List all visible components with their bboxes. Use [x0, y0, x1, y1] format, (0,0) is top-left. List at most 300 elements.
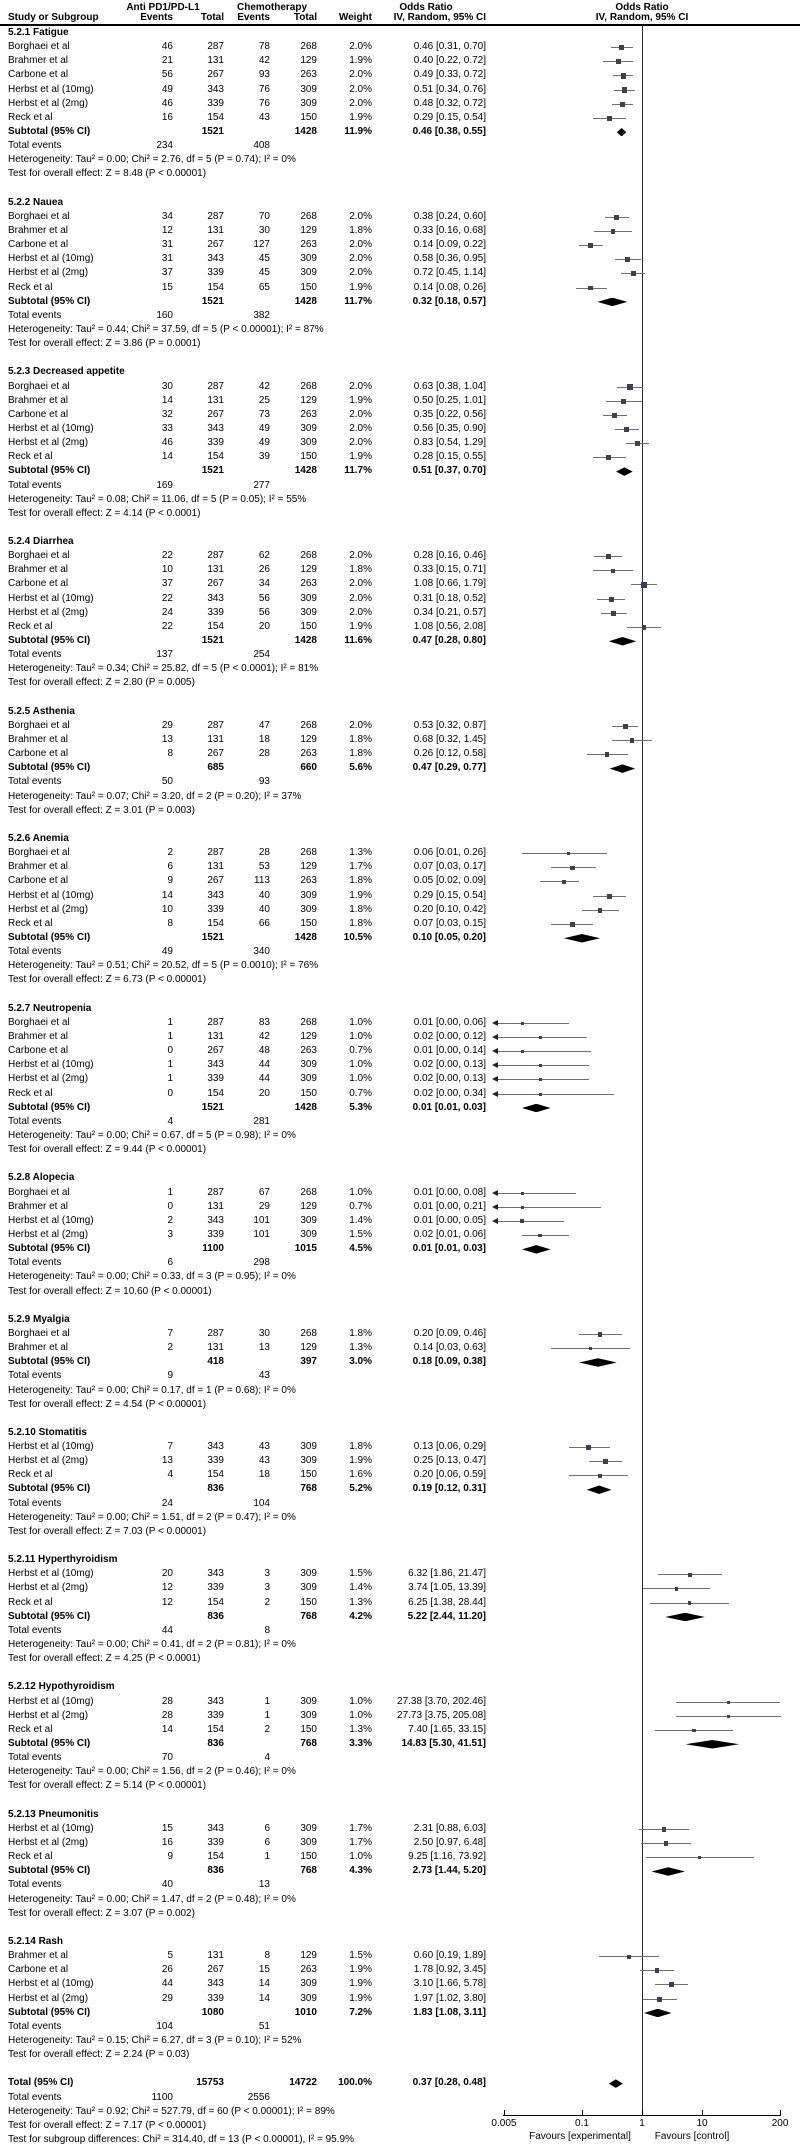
- subgroup-heading: [0, 1553, 800, 1567]
- events-control: 83: [258, 1016, 270, 1028]
- total-experimental: 339: [207, 267, 224, 279]
- events-experimental: 24: [161, 606, 173, 618]
- study-row: [0, 83, 800, 97]
- subtotal-odds-ratio-text: 0.10 [0.05, 0.20]: [412, 932, 486, 943]
- study-name: Brahmer et al: [8, 394, 69, 406]
- overall-effect-row: [0, 2048, 800, 2062]
- study-row: [0, 40, 800, 54]
- study-row: [0, 111, 800, 125]
- total-experimental: 154: [207, 1723, 224, 1735]
- total-control: 309: [300, 437, 317, 449]
- grand-heterogeneity-row: [0, 2105, 800, 2119]
- total-events-row: [0, 648, 800, 662]
- events-experimental: 1: [167, 1059, 173, 1071]
- events-control: 6: [264, 1822, 270, 1834]
- total-control: 309: [300, 1568, 317, 1580]
- subtotal-total-experimental: 1521: [201, 932, 224, 943]
- total-events-label: Total events: [8, 479, 62, 491]
- point-estimate-square: [688, 1601, 691, 1604]
- weight-value: 2.0%: [349, 253, 372, 265]
- heterogeneity-text: Heterogeneity: Tau² = 0.08; Chi² = 11.06, df = 5 (P = 0.05); I² = 55%: [8, 493, 307, 505]
- pooled-estimate-diamond: [617, 128, 627, 137]
- total-control: 309: [300, 1837, 317, 1848]
- subtotal-total-experimental: 685: [207, 762, 224, 774]
- subgroup-heading: [0, 1935, 800, 1949]
- subtotal-odds-ratio-text: 0.47 [0.29, 0.77]: [412, 762, 486, 774]
- study-row: [0, 1468, 800, 1482]
- study-row: [0, 380, 800, 394]
- total-control: 129: [300, 55, 317, 67]
- heterogeneity-text: Heterogeneity: Tau² = 0.00; Chi² = 0.67, df = 5 (P = 0.98); I² = 0%: [8, 1129, 296, 1141]
- events-control: 20: [258, 1087, 270, 1099]
- events-control: 15: [258, 1964, 270, 1976]
- subtotal-row: [0, 2006, 800, 2020]
- subgroup-heading: [0, 535, 800, 549]
- heterogeneity-row: [0, 153, 800, 167]
- events-experimental: 28: [161, 1709, 173, 1721]
- total-control: 150: [300, 1851, 317, 1863]
- events-experimental: 46: [161, 437, 173, 449]
- spacer-row: [0, 1539, 800, 1553]
- point-estimate-square: [609, 597, 614, 602]
- total-events-row: [0, 479, 800, 493]
- weight-value: 0.7%: [349, 1087, 372, 1099]
- spacer-row: [0, 351, 800, 365]
- study-row: [0, 1087, 800, 1101]
- spacer-row: [0, 1921, 800, 1935]
- events-control: 101: [253, 1228, 270, 1240]
- total-events-label: Total events: [8, 1497, 62, 1509]
- odds-ratio-text: 7.40 [1.65, 33.15]: [408, 1723, 486, 1735]
- total-control: 309: [300, 253, 317, 265]
- spacer-row: [0, 818, 800, 832]
- pooled-estimate-diamond: [652, 1867, 685, 1876]
- study-name: Herbst et al (10mg): [8, 1695, 94, 1707]
- subtotal-label: Subtotal (95% CI): [8, 1243, 91, 1255]
- events-experimental: 0: [167, 1200, 173, 1212]
- heterogeneity-row: [0, 662, 800, 676]
- study-name: Herbst et al (2mg): [8, 437, 89, 449]
- total-experimental: 287: [207, 847, 224, 859]
- point-estimate-square: [631, 271, 636, 276]
- subtotal-row: [0, 1242, 800, 1256]
- events-experimental: 28: [161, 1695, 173, 1707]
- subgroup-heading: [0, 365, 800, 379]
- events-control: 76: [258, 97, 270, 109]
- subtotal-row: [0, 1355, 800, 1369]
- total-experimental: 287: [207, 1016, 224, 1028]
- overall-effect-row: [0, 676, 800, 690]
- total-events-row: [0, 1256, 800, 1270]
- events-control: 8: [264, 1950, 270, 1962]
- study-name: Reck et al: [8, 281, 53, 293]
- subtotal-odds-ratio-text: 0.32 [0.18, 0.57]: [412, 295, 486, 307]
- odds-ratio-text: 0.33 [0.16, 0.68]: [413, 224, 486, 236]
- odds-ratio-text: 0.14 [0.03, 0.63]: [413, 1342, 486, 1354]
- study-row: [0, 266, 800, 280]
- total-control: 263: [300, 1045, 317, 1057]
- weight-value: 1.8%: [349, 564, 372, 576]
- confidence-interval-line: [498, 1051, 591, 1052]
- study-name: Herbst et al (2mg): [8, 1992, 89, 2004]
- heterogeneity-text: Heterogeneity: Tau² = 0.00; Chi² = 0.33, df = 3 (P = 0.95); I² = 0%: [8, 1271, 296, 1283]
- total-events-label: Total events: [8, 1752, 62, 1764]
- events-control: 47: [258, 719, 270, 731]
- odds-ratio-text: 0.31 [0.18, 0.52]: [413, 592, 486, 604]
- study-row: [0, 719, 800, 733]
- study-name: Herbst et al (2mg): [8, 1582, 89, 1594]
- events-experimental: 32: [161, 408, 173, 420]
- point-estimate-square: [598, 1474, 602, 1478]
- point-estimate-square: [598, 1332, 603, 1337]
- subtotal-row: [0, 931, 800, 945]
- point-estimate-square: [727, 1701, 730, 1704]
- study-name: Herbst et al (2mg): [8, 1073, 89, 1085]
- total-experimental: 343: [207, 592, 224, 604]
- pooled-estimate-diamond: [665, 1613, 705, 1622]
- x-axis-tick: [582, 2110, 583, 2115]
- study-row: [0, 422, 800, 436]
- study-row: [0, 733, 800, 747]
- study-name: Herbst et al (10mg): [8, 1059, 94, 1071]
- study-name: Brahmer et al: [8, 1200, 69, 1212]
- total-experimental: 267: [207, 748, 224, 760]
- subgroup-title: 5.2.4 Diarrhea: [8, 536, 74, 548]
- grand-total-odds-ratio-text: 0.37 [0.28, 0.48]: [412, 2077, 486, 2089]
- study-row: [0, 606, 800, 620]
- events-experimental: 29: [161, 719, 173, 731]
- total-events-control: 298: [253, 1257, 270, 1269]
- subtotal-label: Subtotal (95% CI): [8, 1356, 91, 1368]
- overall-effect-text: Test for overall effect: Z = 7.03 (P < 0.00001): [8, 1525, 207, 1537]
- total-experimental: 343: [207, 1214, 224, 1226]
- study-row: [0, 252, 800, 266]
- odds-ratio-text: 0.02 [0.00, 0.12]: [413, 1030, 486, 1042]
- point-estimate-square: [624, 427, 629, 432]
- weight-value: 2.0%: [349, 41, 372, 53]
- events-experimental: 34: [161, 210, 173, 222]
- subtotal-label: Subtotal (95% CI): [8, 932, 91, 943]
- total-control: 150: [300, 917, 317, 929]
- overall-effect-text: Test for overall effect: Z = 2.24 (P = 0.03): [8, 2049, 190, 2061]
- weight-value: 2.0%: [349, 210, 372, 222]
- events-control: 43: [258, 111, 270, 123]
- study-row: [0, 54, 800, 68]
- total-control: 309: [300, 1709, 317, 1721]
- events-experimental: 9: [167, 1851, 173, 1863]
- weight-value: 1.9%: [349, 620, 372, 632]
- study-name: Carbone et al: [8, 69, 69, 81]
- total-control: 309: [300, 889, 317, 901]
- events-experimental: 9: [167, 875, 173, 887]
- odds-ratio-text: 0.02 [0.00, 0.13]: [413, 1073, 486, 1085]
- total-experimental: 154: [207, 111, 224, 123]
- total-control: 309: [300, 1582, 317, 1594]
- total-experimental: 154: [207, 917, 224, 929]
- spacer-row: [0, 521, 800, 535]
- events-control: 66: [258, 917, 270, 929]
- point-estimate-square: [662, 1827, 666, 1831]
- total-events-label: Total events: [8, 649, 62, 661]
- subgroup-heading: [0, 1002, 800, 1016]
- study-row: [0, 1567, 800, 1581]
- total-experimental: 339: [207, 1455, 224, 1467]
- study-row: [0, 846, 800, 860]
- events-experimental: 1: [167, 1073, 173, 1085]
- odds-ratio-text: 0.46 [0.31, 0.70]: [413, 41, 486, 53]
- weight-value: 1.9%: [349, 55, 372, 67]
- total-events-experimental: 137: [156, 649, 173, 661]
- study-row: [0, 889, 800, 903]
- events-experimental: 56: [161, 69, 173, 81]
- events-control: 34: [258, 578, 270, 590]
- total-control: 309: [300, 1992, 317, 2004]
- subgroup-title: 5.2.9 Myalgia: [8, 1313, 70, 1325]
- subtotal-total-experimental: 1080: [201, 2006, 224, 2018]
- subgroup-heading: [0, 1808, 800, 1822]
- weight-value: 1.8%: [349, 917, 372, 929]
- study-row: [0, 1581, 800, 1595]
- study-name: Herbst et al (2mg): [8, 1837, 89, 1848]
- subgroup-title: 5.2.1 Fatigue: [8, 27, 69, 38]
- subtotal-weight: 11.7%: [344, 465, 372, 477]
- subtotal-label: Subtotal (95% CI): [8, 635, 91, 647]
- weight-value: 1.5%: [349, 1228, 372, 1240]
- total-events-row: [0, 1497, 800, 1511]
- weight-value: 2.0%: [349, 550, 372, 562]
- weight-value: 2.0%: [349, 69, 372, 81]
- point-estimate-square: [570, 866, 574, 870]
- events-experimental: 0: [167, 1087, 173, 1099]
- spacer-row: [0, 1299, 800, 1313]
- subgroup-title: 5.2.14 Rash: [8, 1935, 64, 1947]
- events-experimental: 12: [161, 224, 173, 236]
- study-row: [0, 1454, 800, 1468]
- study-row: [0, 408, 800, 422]
- study-row: [0, 1058, 800, 1072]
- odds-ratio-text: 0.60 [0.19, 1.89]: [413, 1950, 486, 1962]
- grand-overall-effect-text: Test for overall effect: Z = 7.17 (P < 0.00001): [8, 2119, 207, 2131]
- point-estimate-square: [657, 1997, 662, 2002]
- events-experimental: 46: [161, 41, 173, 53]
- overall-effect-text: Test for overall effect: Z = 5.14 (P < 0.00001): [8, 1780, 207, 1792]
- study-name: Reck et al: [8, 620, 53, 632]
- odds-ratio-text: 0.01 [0.00, 0.05]: [413, 1214, 486, 1226]
- subtotal-row: [0, 1610, 800, 1624]
- subtotal-total-control: 1428: [294, 635, 317, 647]
- events-experimental: 1: [167, 1186, 173, 1198]
- weight-value: 1.6%: [349, 1469, 372, 1481]
- total-events-experimental: 70: [161, 1752, 173, 1764]
- total-events-experimental: 9: [167, 1370, 173, 1382]
- odds-ratio-text: 27.73 [3.75, 205.08]: [397, 1709, 486, 1721]
- study-row: [0, 1016, 800, 1030]
- study-row: [0, 97, 800, 111]
- subtotal-odds-ratio-text: 0.18 [0.09, 0.38]: [412, 1356, 486, 1368]
- total-control: 150: [300, 451, 317, 463]
- total-events-control: 382: [253, 309, 270, 321]
- weight-value: 1.0%: [349, 1059, 372, 1071]
- point-estimate-square: [669, 1982, 674, 1987]
- x-axis-tick: [780, 2110, 781, 2115]
- total1-col-header: Total: [200, 12, 224, 23]
- total-events-label: Total events: [8, 1624, 62, 1636]
- total-experimental: 131: [207, 55, 224, 67]
- study-name: Reck et al: [8, 1723, 53, 1735]
- subtotal-odds-ratio-text: 0.01 [0.01, 0.03]: [412, 1243, 486, 1255]
- events-experimental: 49: [161, 83, 173, 95]
- total-control: 268: [300, 550, 317, 562]
- total-experimental: 267: [207, 1964, 224, 1976]
- pooled-estimate-diamond: [522, 1245, 551, 1254]
- subgroup-title: 5.2.12 Hypothyroidism: [8, 1681, 115, 1693]
- total-control: 268: [300, 41, 317, 53]
- odds-ratio-text: 0.02 [0.01, 0.06]: [413, 1228, 486, 1240]
- overall-effect-row: [0, 1285, 800, 1299]
- weight-value: 1.5%: [349, 1950, 372, 1962]
- events-control: 42: [258, 55, 270, 67]
- pooled-estimate-diamond: [609, 2079, 623, 2088]
- total-experimental: 131: [207, 564, 224, 576]
- total-experimental: 131: [207, 1200, 224, 1212]
- total-events-experimental: 4: [167, 1115, 173, 1127]
- subtotal-weight: 4.2%: [349, 1610, 372, 1622]
- point-estimate-square: [570, 922, 575, 927]
- weight-value: 0.7%: [349, 1200, 372, 1212]
- heterogeneity-text: Heterogeneity: Tau² = 0.00; Chi² = 0.41, df = 2 (P = 0.81); I² = 0%: [8, 1639, 296, 1651]
- study-row: [0, 1723, 800, 1737]
- study-row: [0, 1228, 800, 1242]
- weight-value: 1.9%: [349, 1455, 372, 1467]
- total-experimental: 131: [207, 861, 224, 873]
- total-events-label: Total events: [8, 1115, 62, 1127]
- total-experimental: 339: [207, 1837, 224, 1848]
- study-name: Reck et al: [8, 917, 53, 929]
- spacer-row: [0, 1412, 800, 1426]
- odds-ratio-text: 0.34 [0.21, 0.57]: [413, 606, 486, 618]
- events-control: 28: [258, 748, 270, 760]
- point-estimate-square: [567, 852, 570, 855]
- confidence-interval-line: [498, 1221, 564, 1222]
- total-experimental: 131: [207, 1030, 224, 1042]
- point-estimate-square: [539, 1036, 542, 1039]
- x-axis-tick-label: 0.005: [491, 2118, 517, 2129]
- odds-ratio-text: 0.48 [0.32, 0.72]: [413, 97, 486, 109]
- total-experimental: 131: [207, 1950, 224, 1962]
- study-name: Borghaei et al: [8, 1016, 70, 1028]
- study-row: [0, 563, 800, 577]
- subtotal-total-control: 1428: [294, 295, 317, 307]
- weight-value: 2.0%: [349, 578, 372, 590]
- odds-ratio-text: 0.20 [0.06, 0.59]: [413, 1469, 486, 1481]
- study-row: [0, 281, 800, 295]
- odds-ratio-text: 0.58 [0.36, 0.95]: [413, 253, 486, 265]
- subgroup-title: 5.2.5 Asthenia: [8, 705, 75, 717]
- point-estimate-square: [623, 724, 628, 729]
- total-control: 129: [300, 394, 317, 406]
- events-control: 53: [258, 861, 270, 873]
- total-events-control: 4: [264, 1752, 270, 1764]
- subgroup-title: 5.2.11 Hyperthyroidism: [8, 1554, 118, 1566]
- events-experimental: 7: [167, 1327, 173, 1339]
- point-estimate-square: [611, 569, 616, 574]
- events-experimental: 14: [161, 394, 173, 406]
- pooled-estimate-diamond: [579, 1358, 617, 1367]
- total-events-row: [0, 1369, 800, 1383]
- point-estimate-square: [625, 257, 630, 262]
- overall-effect-text: Test for overall effect: Z = 2.80 (P = 0.005): [8, 677, 195, 689]
- overall-effect-text: Test for overall effect: Z = 10.60 (P < 0.00001): [8, 1285, 212, 1297]
- events-experimental: 22: [161, 620, 173, 632]
- events-control: 14: [258, 1992, 270, 2004]
- heterogeneity-row: [0, 790, 800, 804]
- point-estimate-square: [606, 554, 611, 559]
- odds-ratio-text: 0.53 [0.32, 0.87]: [413, 719, 486, 731]
- events-control: 45: [258, 253, 270, 265]
- odds-ratio-text: 0.50 [0.25, 1.01]: [413, 394, 486, 406]
- events-experimental: 5: [167, 1950, 173, 1962]
- odds-ratio-text: 0.35 [0.22, 0.56]: [413, 408, 486, 420]
- study-name: Reck et al: [8, 451, 53, 463]
- total-control: 129: [300, 564, 317, 576]
- study-row: [0, 1709, 800, 1723]
- study-row: [0, 874, 800, 888]
- point-estimate-square: [641, 582, 646, 587]
- events-experimental: 14: [161, 889, 173, 901]
- heterogeneity-row: [0, 1638, 800, 1652]
- confidence-interval-line: [498, 1037, 587, 1038]
- weight-value: 1.0%: [349, 1695, 372, 1707]
- x-axis-tick-label: 1: [639, 2118, 645, 2129]
- total-experimental: 287: [207, 719, 224, 731]
- events-control: 1: [264, 1851, 270, 1863]
- study-name: Brahmer et al: [8, 564, 69, 576]
- subgroup-heading: [0, 196, 800, 210]
- point-estimate-square: [620, 102, 625, 107]
- study-row: [0, 436, 800, 450]
- total-events-control: 340: [253, 946, 270, 958]
- study-row: [0, 1836, 800, 1850]
- total-experimental: 267: [207, 239, 224, 251]
- total-control: 309: [300, 422, 317, 434]
- point-estimate-square: [675, 1587, 679, 1591]
- total-experimental: 343: [207, 83, 224, 95]
- subtotal-label: Subtotal (95% CI): [8, 1610, 91, 1622]
- odds-ratio-text: 0.33 [0.15, 0.71]: [413, 564, 486, 576]
- weight-value: 1.0%: [349, 1073, 372, 1085]
- point-estimate-square: [627, 384, 632, 389]
- point-estimate-square: [607, 116, 612, 121]
- spacer-row: [0, 1666, 800, 1680]
- total-control: 150: [300, 111, 317, 123]
- point-estimate-square: [539, 1093, 542, 1096]
- total-events-control: 13: [258, 1879, 270, 1891]
- subtotal-row: [0, 1737, 800, 1751]
- total-events-row: [0, 309, 800, 323]
- total-events-label: Total events: [8, 776, 62, 788]
- odds-ratio-header-left: Odds Ratio: [399, 2, 453, 13]
- total-events-label: Total events: [8, 946, 62, 958]
- odds-ratio-text: 2.31 [0.88, 6.03]: [413, 1822, 486, 1834]
- total-control: 129: [300, 734, 317, 746]
- total-control: 309: [300, 1441, 317, 1453]
- weight-value: 1.7%: [349, 1837, 372, 1848]
- events-control: 29: [258, 1200, 270, 1212]
- study-row: [0, 1030, 800, 1044]
- total-experimental: 131: [207, 1342, 224, 1354]
- weight-value: 1.8%: [349, 903, 372, 915]
- events-experimental: 46: [161, 97, 173, 109]
